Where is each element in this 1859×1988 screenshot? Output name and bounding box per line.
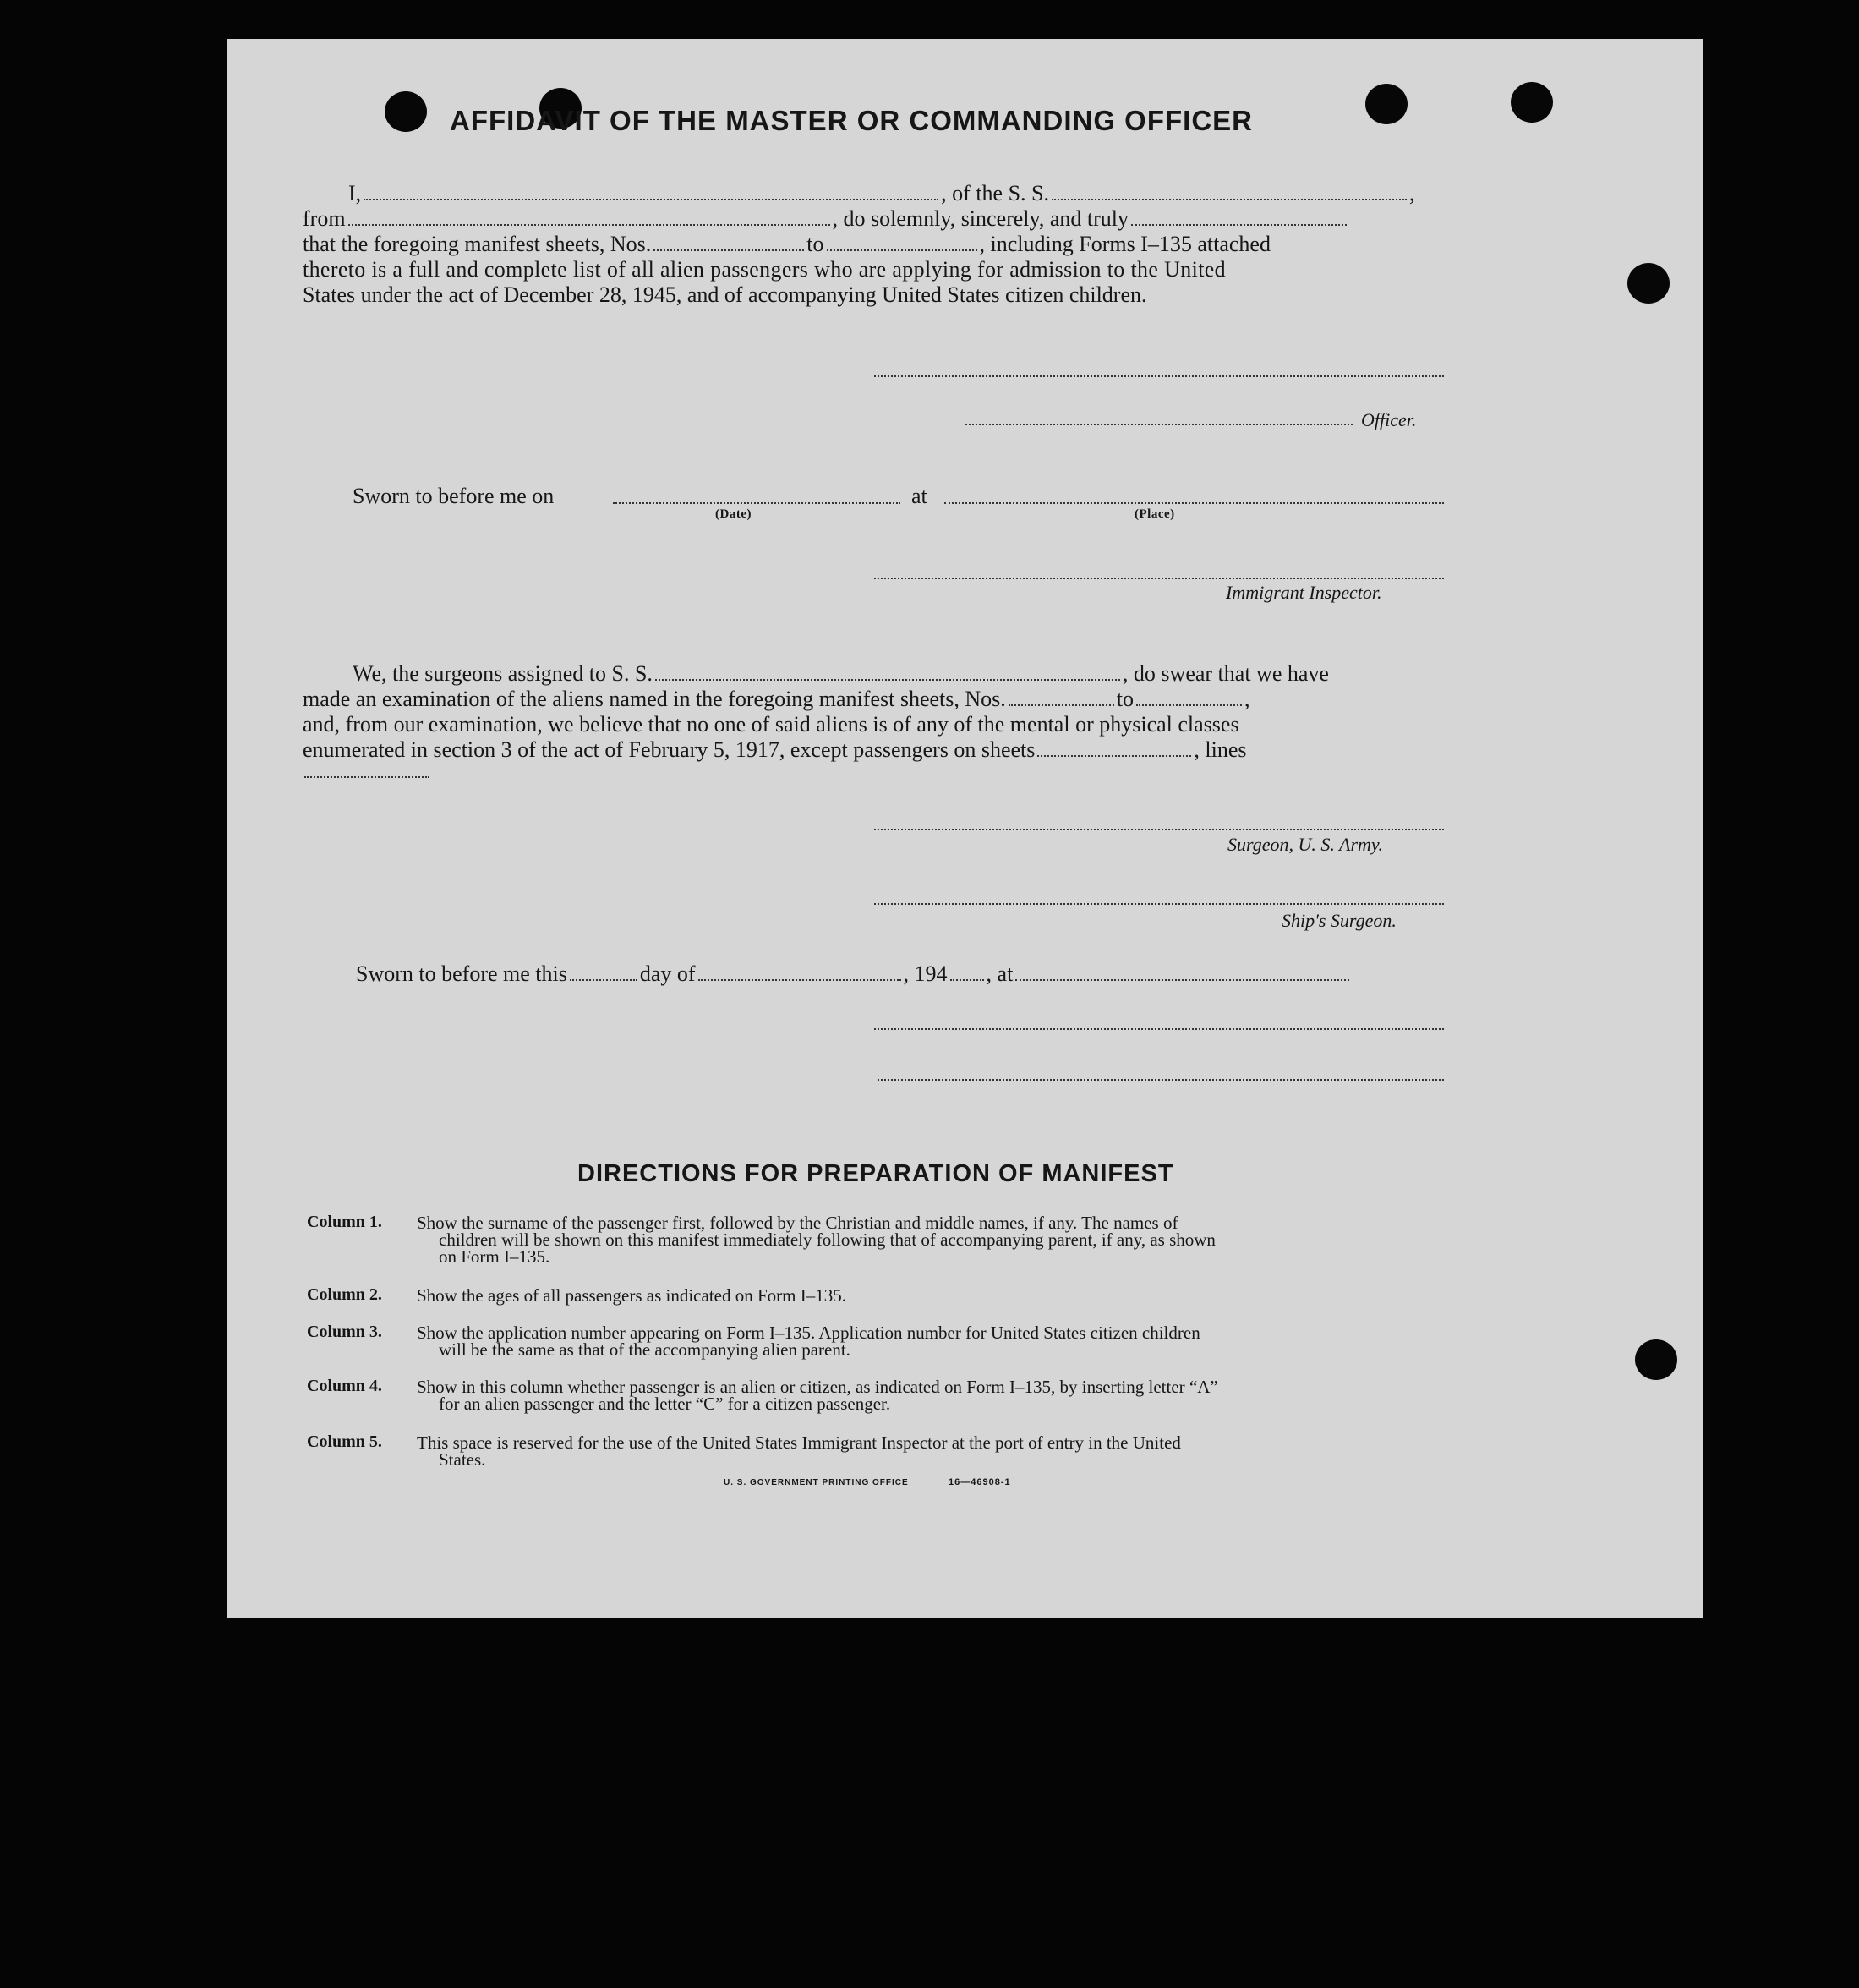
directions-title: DIRECTIONS FOR PREPARATION OF MANIFEST	[577, 1160, 1174, 1187]
surgeons-text: , do swear that we have	[1122, 661, 1329, 686]
sworn-text: , at	[986, 961, 1014, 986]
affidavit-text: from	[303, 206, 346, 231]
surgeons-line-1	[353, 661, 1329, 687]
column-2-label: Column 2.	[307, 1285, 382, 1304]
day-field[interactable]	[570, 978, 637, 981]
ship-surgeon-label: Ship's Surgeon.	[1282, 910, 1397, 931]
affidavit-line-3	[303, 232, 1271, 257]
column-3-text	[417, 1324, 1200, 1358]
surgeons-text: made an examination of the aliens named in the foregoing manifest sheets, Nos.	[303, 687, 1006, 711]
army-surgeon-label: Surgeon, U. S. Army.	[1227, 834, 1383, 855]
punch-hole	[1365, 84, 1408, 124]
affidavit-line-5: States under the act of December 28, 1945, and of accompanying United States citizen children.	[303, 282, 1147, 307]
column-2-text	[417, 1287, 846, 1304]
column-5-text	[417, 1434, 1181, 1468]
direction-line: Show the surname of the passenger first, followed by the Christian and middle names, if any. The names of	[417, 1213, 1178, 1233]
exception-sheets-field[interactable]	[1037, 754, 1191, 757]
direction-line: for an alien passenger and the letter “C” for a citizen passenger.	[439, 1394, 891, 1414]
sworn-this-line	[356, 961, 1352, 987]
inspector-label: Immigrant Inspector.	[1226, 582, 1382, 603]
swear-field[interactable]	[1131, 223, 1347, 226]
direction-line: on Form I–135.	[439, 1246, 550, 1267]
direction-line: will be the same as that of the accompanying alien parent.	[439, 1339, 850, 1360]
sworn-text: day of	[639, 961, 696, 986]
punch-hole	[385, 91, 427, 132]
punch-hole	[1627, 263, 1670, 304]
surgeons-sheets-to-field[interactable]	[1136, 704, 1242, 706]
direction-line: children will be shown on this manifest immediately following that of accompanying parent, if any, as shown	[439, 1229, 1216, 1250]
surgeons-sheets-from-field[interactable]	[1009, 704, 1114, 706]
surgeons-ship-field[interactable]	[655, 678, 1120, 681]
direction-line: Show in this column whether passenger is an alien or citizen, as indicated on Form I–135, by inserting letter “A”	[417, 1377, 1218, 1397]
surgeons-line-3: and, from our examination, we believe that no one of said aliens is of any of the mental or physical classes	[303, 712, 1239, 737]
column-4-label: Column 4.	[307, 1377, 382, 1395]
month-field[interactable]	[698, 978, 901, 981]
signature-line[interactable]	[874, 1028, 1444, 1030]
from-port-field[interactable]	[348, 223, 830, 226]
direction-line: This space is reserved for the use of the United States Immigrant Inspector at the port of entry in the United	[417, 1432, 1181, 1453]
surgeons-text: ,	[1244, 687, 1250, 711]
surgeons-line-4	[303, 737, 1247, 763]
master-signature-line[interactable]	[874, 375, 1444, 377]
direction-line: Show the ages of all passengers as indicated on Form I–135.	[417, 1285, 846, 1306]
army-surgeon-signature-line[interactable]	[874, 829, 1444, 830]
affidavit-text: , of the S. S.	[941, 181, 1050, 205]
year-field[interactable]	[950, 978, 984, 981]
sworn-date-field[interactable]	[613, 502, 900, 504]
sworn-place-field[interactable]	[944, 502, 1444, 504]
sworn-place-field-2[interactable]	[1015, 978, 1349, 981]
master-name-field[interactable]	[364, 198, 938, 200]
ship-name-field[interactable]	[1052, 198, 1407, 200]
punch-hole	[1635, 1339, 1677, 1380]
signature-line[interactable]	[878, 1079, 1444, 1081]
surgeons-text: to	[1116, 687, 1134, 711]
direction-line: States.	[439, 1449, 486, 1470]
date-caption: (Date)	[715, 507, 752, 521]
column-5-label: Column 5.	[307, 1432, 382, 1451]
affidavit-text: , do solemnly, sincerely, and truly	[832, 206, 1129, 231]
affidavit-line-1	[348, 181, 1415, 206]
column-1-label: Column 1.	[307, 1213, 382, 1231]
affidavit-text: ,	[1409, 181, 1415, 205]
punch-hole	[1511, 82, 1553, 123]
sworn-on-text: Sworn to before me on	[353, 484, 555, 508]
direction-line: Show the application number appearing on Form I–135. Application number for United States citizen children	[417, 1323, 1200, 1343]
affidavit-text: , including Forms I–135 attached	[979, 232, 1271, 256]
printer-imprint: U. S. GOVERNMENT PRINTING OFFICE	[724, 1478, 909, 1487]
sworn-text: , 194	[903, 961, 948, 986]
affidavit-line-2	[303, 206, 1349, 232]
column-3-label: Column 3.	[307, 1323, 382, 1341]
officer-signature-line[interactable]	[965, 424, 1353, 425]
affidavit-text: I,	[348, 181, 362, 205]
surgeons-text: We, the surgeons assigned to S. S.	[353, 661, 653, 686]
surgeons-line-2	[303, 687, 1250, 712]
affidavit-text: that the foregoing manifest sheets, Nos.	[303, 232, 652, 256]
officer-label: Officer.	[1361, 409, 1417, 430]
affidavit-text: to	[806, 232, 824, 256]
form-code: 16—46908-1	[949, 1477, 1011, 1487]
surgeons-text: enumerated in section 3 of the act of February 5, 1917, except passengers on sheets	[303, 737, 1036, 762]
place-caption: (Place)	[1135, 507, 1175, 521]
sworn-at-text: at	[911, 484, 927, 508]
ship-surgeon-signature-line[interactable]	[874, 903, 1444, 905]
affidavit-title: AFFIDAVIT OF THE MASTER OR COMMANDING OFFICER	[450, 105, 1254, 136]
affidavit-line-4: thereto is a full and complete list of all alien passengers who are applying for admission to the United	[303, 257, 1227, 282]
surgeons-text: , lines	[1194, 737, 1247, 762]
inspector-signature-line[interactable]	[874, 578, 1444, 579]
column-1-text	[417, 1214, 1216, 1265]
sworn-text: Sworn to before me this	[356, 961, 567, 986]
sheets-from-field[interactable]	[653, 249, 804, 251]
sheets-to-field[interactable]	[827, 249, 977, 251]
column-4-text	[417, 1378, 1218, 1412]
exception-lines-field[interactable]	[304, 776, 429, 778]
